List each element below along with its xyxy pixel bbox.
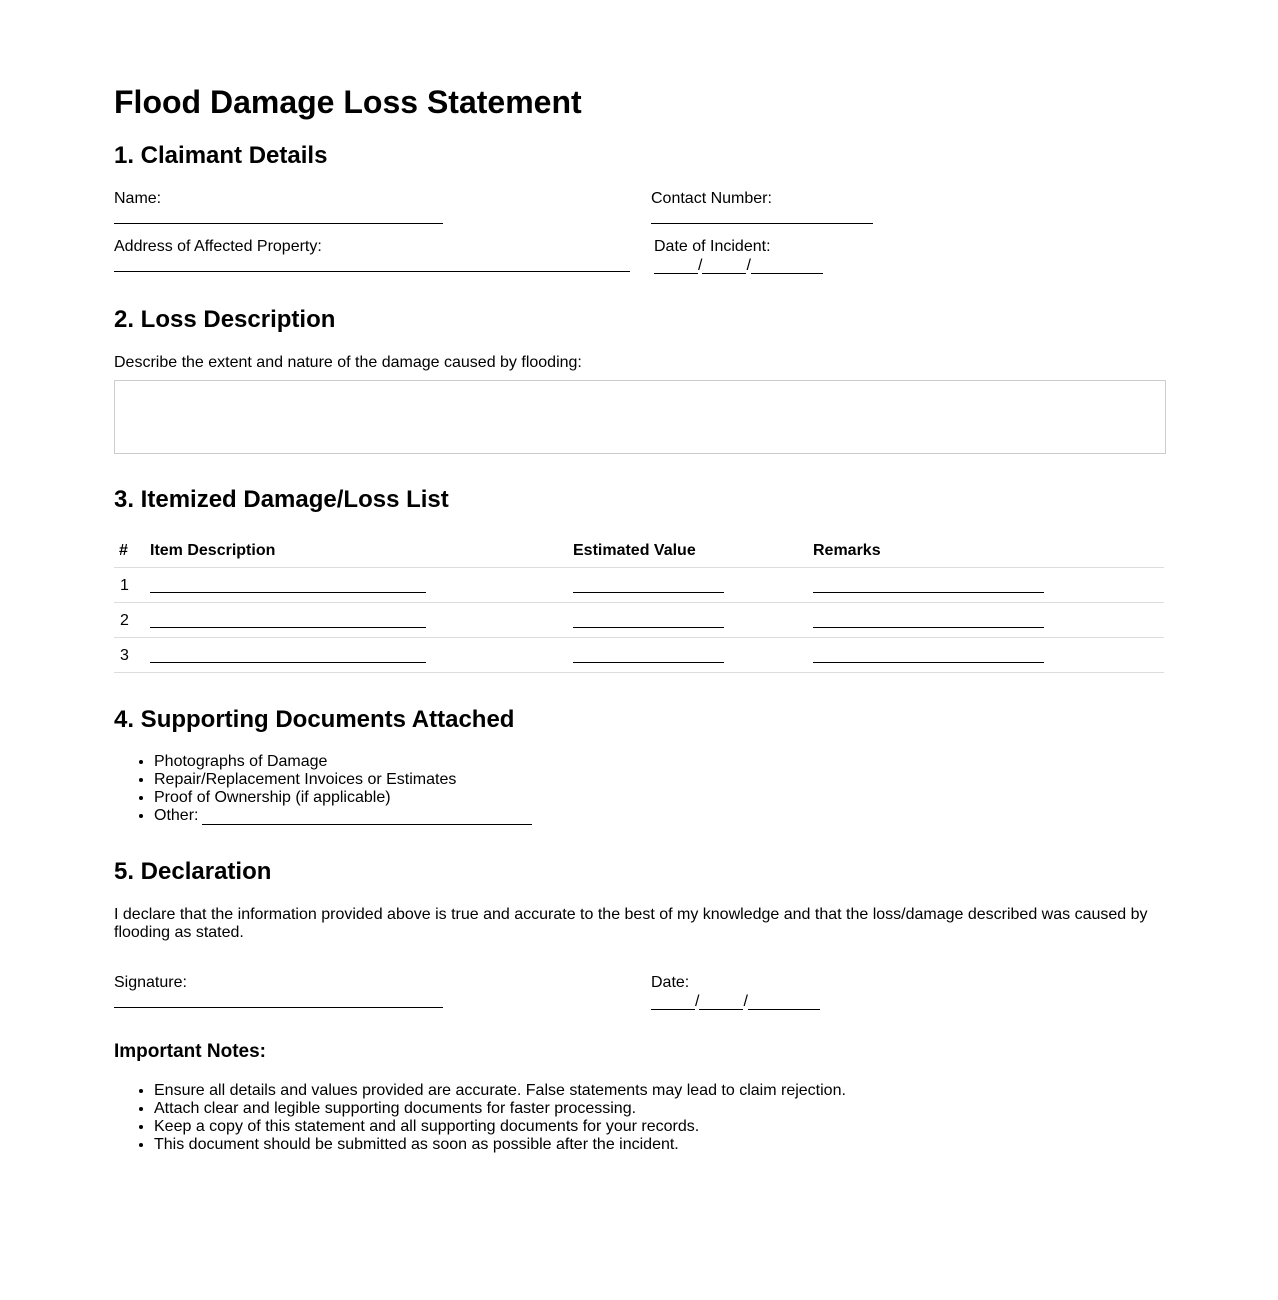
- loss-description-textarea[interactable]: [114, 380, 1166, 454]
- loss-description-prompt: Describe the extent and nature of the damage caused by flooding:: [114, 354, 582, 371]
- other-document-field[interactable]: [202, 809, 532, 825]
- item-description-field[interactable]: [150, 592, 426, 593]
- item-description-field[interactable]: [150, 627, 426, 628]
- list-item: • Repair/Replacement Invoices or Estimates: [154, 771, 532, 789]
- signature-field[interactable]: [114, 1007, 443, 1008]
- declaration-date-year[interactable]: [748, 994, 820, 1010]
- declaration-date-field[interactable]: [651, 992, 820, 1010]
- list-item: • This document should be submitted as soon as possible after the incident.: [154, 1136, 846, 1154]
- date-separator: /: [743, 993, 748, 1010]
- important-notes-heading: Important Notes:: [114, 1041, 266, 1062]
- loss-description-heading: 2. Loss Description: [114, 306, 336, 333]
- address-field[interactable]: [114, 271, 630, 272]
- estimated-value-field[interactable]: [573, 592, 724, 593]
- incident-date-month[interactable]: [702, 258, 746, 274]
- estimated-value-field[interactable]: [573, 627, 724, 628]
- remarks-field[interactable]: [813, 627, 1044, 628]
- incident-date-day[interactable]: [654, 258, 698, 274]
- estimated-value-field[interactable]: [573, 662, 724, 663]
- list-item-other: [154, 807, 532, 825]
- contact-number-label: Contact Number:: [651, 190, 772, 207]
- column-header-estimated-value: Estimated Value: [573, 542, 696, 559]
- supporting-documents-list: [114, 753, 532, 825]
- column-header-remarks: Remarks: [813, 542, 881, 559]
- important-notes-list: [114, 1082, 846, 1154]
- incident-date-label: Date of Incident:: [654, 238, 771, 255]
- list-item: • Attach clear and legible supporting documents for faster processing.: [154, 1100, 846, 1118]
- list-item: • Photographs of Damage: [154, 753, 532, 771]
- date-separator: /: [695, 993, 700, 1010]
- name-label: Name:: [114, 190, 162, 207]
- incident-date-field[interactable]: [654, 256, 823, 274]
- table-row-number: 1: [120, 577, 129, 594]
- remarks-field[interactable]: [813, 592, 1044, 593]
- list-item: • Proof of Ownership (if applicable): [154, 789, 532, 807]
- incident-date-year[interactable]: [751, 258, 823, 274]
- declaration-heading: 5. Declaration: [114, 858, 272, 885]
- date-separator: /: [746, 257, 751, 274]
- table-row-divider: [114, 637, 1164, 638]
- itemized-list-heading: 3. Itemized Damage/Loss List: [114, 486, 449, 513]
- column-header-description: Item Description: [150, 542, 276, 559]
- contact-number-field[interactable]: [651, 223, 873, 224]
- date-separator: /: [698, 257, 703, 274]
- supporting-documents-heading: 4. Supporting Documents Attached: [114, 706, 515, 733]
- declaration-date-day[interactable]: [651, 994, 695, 1010]
- other-label: Other:: [154, 807, 199, 824]
- table-row-number: 2: [120, 612, 129, 629]
- claimant-details-heading: 1. Claimant Details: [114, 142, 328, 169]
- declaration-date-month[interactable]: [699, 994, 743, 1010]
- document-title: Flood Damage Loss Statement: [114, 84, 582, 120]
- address-label: Address of Affected Property:: [114, 238, 322, 255]
- table-header-divider: [114, 567, 1164, 568]
- declaration-text: I declare that the information provided above is true and accurate to the best of my knowledge and that the loss/damage described was caused by flooding as stated.: [114, 906, 1148, 941]
- declaration-date-label: Date:: [651, 974, 690, 991]
- column-header-number: #: [119, 542, 128, 559]
- table-row-number: 3: [120, 647, 129, 664]
- table-row-divider: [114, 672, 1164, 673]
- item-description-field[interactable]: [150, 662, 426, 663]
- list-item: • Ensure all details and values provided are accurate. False statements may lead to claim rejection.: [154, 1082, 846, 1100]
- name-field[interactable]: [114, 223, 443, 224]
- table-row-divider: [114, 602, 1164, 603]
- remarks-field[interactable]: [813, 662, 1044, 663]
- list-item: • Keep a copy of this statement and all supporting documents for your records.: [154, 1118, 846, 1136]
- signature-label: Signature:: [114, 974, 187, 991]
